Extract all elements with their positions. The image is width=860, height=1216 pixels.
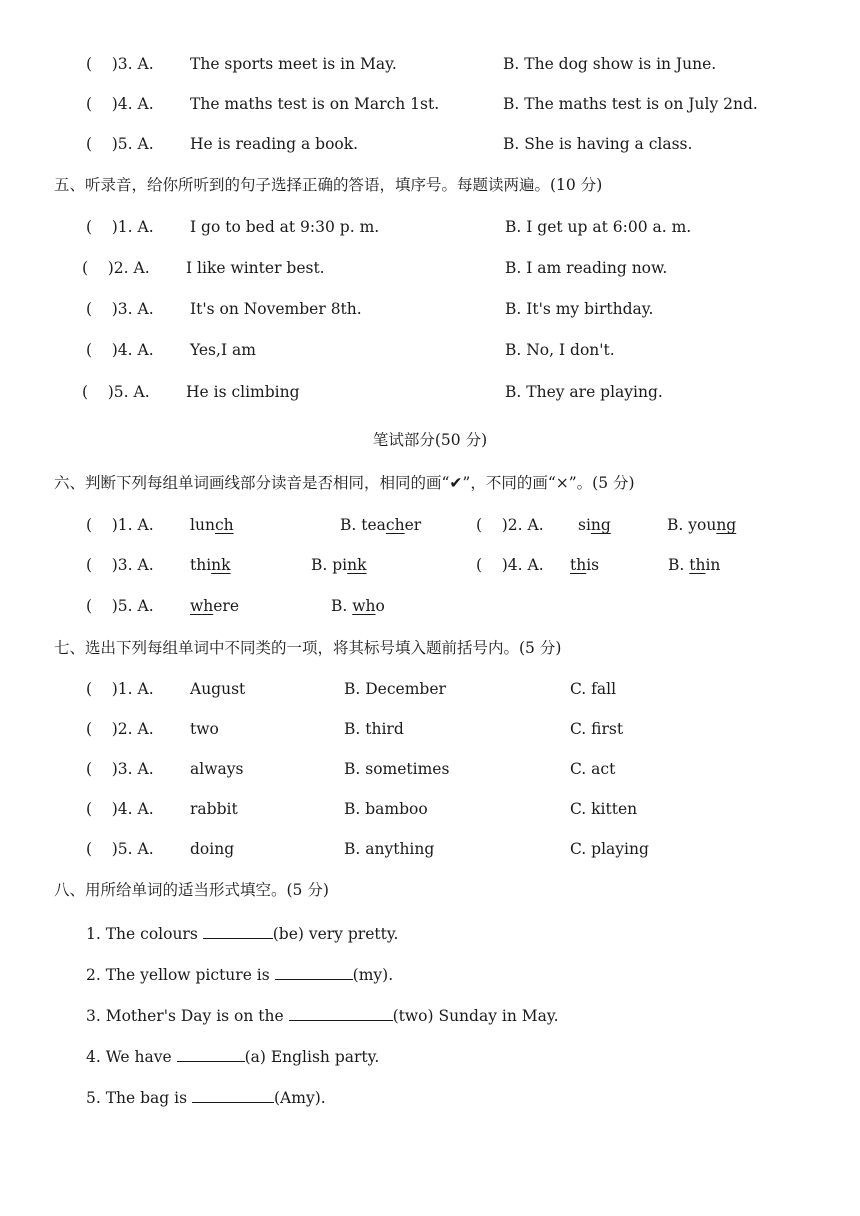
written-part-title-row (0, 428, 860, 452)
question-prefix: ( )4. A. (86, 95, 159, 113)
answer-blank[interactable] (275, 964, 353, 980)
option-a: He is reading a book. (190, 135, 359, 153)
option-a: always (190, 760, 244, 778)
s7-question-2 (0, 717, 860, 741)
option-a: I like winter best. (186, 259, 325, 277)
option-a: two (190, 720, 219, 738)
option-a: The maths test is on March 1st. (190, 95, 440, 113)
option-a: Yes,I am (190, 341, 256, 359)
s5-heading-row (0, 173, 860, 197)
answer-blank[interactable] (289, 1005, 393, 1021)
underlined-letters: ng (716, 516, 737, 534)
s6-row-3 (0, 594, 860, 618)
option-c: C. playing (570, 840, 649, 858)
question-prefix: ( )5. A. (82, 383, 155, 401)
s5-question-2 (0, 256, 860, 280)
underlined-letters: ch (214, 516, 234, 534)
question-prefix: ( )1. A. (86, 218, 159, 236)
option-c: C. kitten (570, 800, 638, 818)
question-prefix: ( )2. A. (86, 720, 159, 738)
option-b: B. The dog show is in June. (503, 55, 717, 73)
word-b: B. teacher (340, 516, 422, 534)
word-a: lunch (190, 516, 234, 534)
option-b: B. bamboo (344, 800, 428, 818)
answer-blank[interactable] (177, 1046, 245, 1062)
option-b: B. They are playing. (505, 383, 663, 401)
option-c: C. first (570, 720, 624, 738)
question-prefix: ( )3. A. (86, 300, 159, 318)
option-c: C. fall (570, 680, 617, 698)
underlined-letters: wh (190, 597, 214, 615)
option-b: B. anything (344, 840, 435, 858)
option-b: B. I am reading now. (505, 259, 668, 277)
underlined-letters: wh (352, 597, 376, 615)
question-prefix: ( )5. A. (86, 597, 159, 615)
fill-sentence: 1. The colours (be) very pretty. (86, 925, 399, 943)
option-a: He is climbing (186, 383, 300, 401)
fill-sentence: 5. The bag is (Amy). (86, 1089, 326, 1107)
option-a: doing (190, 840, 235, 858)
option-c: C. act (570, 760, 616, 778)
question-prefix: ( )3. A. (86, 556, 159, 574)
question-prefix: ( )1. A. (86, 516, 159, 534)
word-a: this (570, 556, 600, 574)
s8-question-5 (0, 1086, 860, 1110)
fill-sentence: 3. Mother's Day is on the (two) Sunday in May. (86, 1007, 559, 1025)
option-a: It's on November 8th. (190, 300, 362, 318)
option-b: B. No, I don't. (505, 341, 615, 359)
question-prefix: ( )4. A. (86, 800, 159, 818)
word-b: B. who (331, 597, 385, 615)
s4-question-4 (0, 92, 860, 116)
s5-question-1 (0, 215, 860, 239)
s8-heading-row (0, 878, 860, 902)
section-heading: 五、听录音，给你所听到的句子选择正确的答语，填序号。每题读两遍。(10 分) (54, 176, 603, 194)
question-prefix: ( )5. A. (86, 840, 159, 858)
underlined-letters: th (570, 556, 587, 574)
s7-question-3 (0, 757, 860, 781)
s8-question-3 (0, 1004, 860, 1028)
s7-heading-row (0, 636, 860, 660)
word-b: B. young (667, 516, 737, 534)
question-prefix: ( )2. A. (476, 516, 549, 534)
section-heading: 六、判断下列每组单词画线部分读音是否相同，相同的画“✔”，不同的画“×”。(5 分) (54, 474, 635, 492)
written-part-title: 笔试部分(50 分) (372, 431, 488, 449)
underlined-letters: nk (347, 556, 367, 574)
word-a: think (190, 556, 231, 574)
word-b: B. pink (311, 556, 367, 574)
underlined-letters: ch (385, 516, 405, 534)
section-heading: 七、选出下列每组单词中不同类的一项，将其标号填入题前括号内。(5 分) (54, 639, 562, 657)
question-prefix: ( )3. A. (86, 760, 159, 778)
question-prefix: ( )1. A. (86, 680, 159, 698)
question-prefix: ( )3. A. (86, 55, 159, 73)
question-prefix: ( )2. A. (82, 259, 155, 277)
fill-sentence: 2. The yellow picture is (my). (86, 966, 394, 984)
option-a: rabbit (190, 800, 238, 818)
option-b: B. She is having a class. (503, 135, 693, 153)
s5-question-3 (0, 297, 860, 321)
option-b: B. The maths test is on July 2nd. (503, 95, 758, 113)
s7-question-5 (0, 837, 860, 861)
option-b: B. sometimes (344, 760, 450, 778)
s4-question-5 (0, 132, 860, 156)
s5-question-5 (0, 380, 860, 404)
underlined-letters: ng (590, 516, 611, 534)
word-a: sing (578, 516, 611, 534)
option-b: B. It's my birthday. (505, 300, 654, 318)
word-a: where (190, 597, 240, 615)
fill-sentence: 4. We have (a) English party. (86, 1048, 380, 1066)
option-b: B. third (344, 720, 404, 738)
option-b: B. I get up at 6:00 a. m. (505, 218, 692, 236)
s4-question-3 (0, 52, 860, 76)
s6-row-1 (0, 513, 860, 537)
option-a: I go to bed at 9:30 p. m. (190, 218, 380, 236)
section-heading: 八、用所给单词的适当形式填空。(5 分) (54, 881, 329, 899)
s6-row-2 (0, 553, 860, 577)
option-a: August (190, 680, 246, 698)
s8-question-1 (0, 922, 860, 946)
s8-question-2 (0, 963, 860, 987)
option-b: B. December (344, 680, 446, 698)
s6-heading-row (0, 471, 860, 495)
word-b: B. thin (668, 556, 721, 574)
s7-question-1 (0, 677, 860, 701)
question-prefix: ( )4. A. (476, 556, 549, 574)
answer-blank[interactable] (203, 923, 273, 939)
answer-blank[interactable] (192, 1087, 274, 1103)
question-prefix: ( )5. A. (86, 135, 159, 153)
s7-question-4 (0, 797, 860, 821)
option-a: The sports meet is in May. (190, 55, 397, 73)
s5-question-4 (0, 338, 860, 362)
underlined-letters: th (689, 556, 706, 574)
question-prefix: ( )4. A. (86, 341, 159, 359)
underlined-letters: nk (211, 556, 231, 574)
s8-question-4 (0, 1045, 860, 1069)
